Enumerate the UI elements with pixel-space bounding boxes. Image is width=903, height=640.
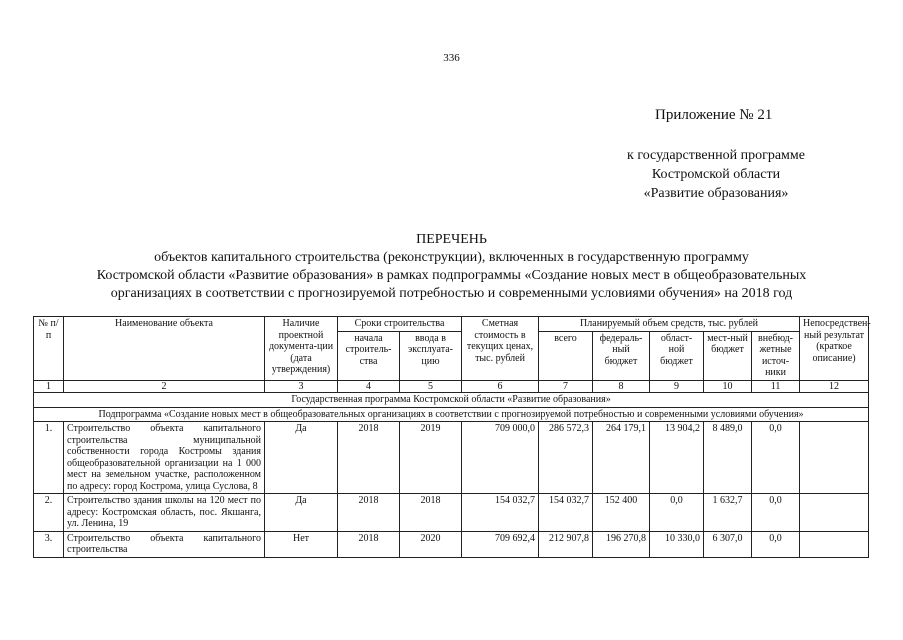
- row-docs: Да: [265, 494, 338, 532]
- row-num: 3.: [34, 531, 64, 557]
- header-planned: Планируемый объем средств, тыс. рублей: [539, 317, 800, 332]
- row-commission: 2019: [400, 422, 462, 494]
- appendix-line: к государственной программе: [627, 148, 805, 163]
- page-number: 336: [443, 52, 460, 64]
- row-estimate: 154 032,7: [462, 494, 539, 532]
- row-federal: 264 179,1: [593, 422, 650, 494]
- row-num: 2.: [34, 494, 64, 532]
- row-total: 154 032,7: [539, 494, 593, 532]
- row-local: 8 489,0: [704, 422, 752, 494]
- header-name: Наименование объекта: [64, 317, 265, 381]
- heading-line: объектов капитального строительства (реконструкции), включенных в государственную программу: [154, 250, 749, 265]
- column-number: 6: [462, 380, 539, 393]
- column-number: 11: [752, 380, 800, 393]
- appendix-line: Костромской области: [651, 167, 781, 182]
- header-terms: Сроки строительства: [338, 317, 462, 332]
- subprogram-title: Подпрограмма «Создание новых мест в общеобразовательных организациях в соответствии с прогнозируемой потребностью и современными условиями обучения»: [34, 407, 869, 422]
- header-total: всего: [539, 331, 593, 380]
- row-commission: 2018: [400, 494, 462, 532]
- column-number-row: [34, 380, 869, 393]
- row-local: 1 632,7: [704, 494, 752, 532]
- header-row: [34, 317, 869, 332]
- row-offbudget: 0,0: [752, 494, 800, 532]
- heading-line: организациях в соответствии с прогнозируемой потребностью и современными условиями обучения» на 2018 год: [110, 286, 793, 301]
- row-federal: 152 400: [593, 494, 650, 532]
- row-result: [800, 531, 869, 557]
- heading-line: Костромской области «Развитие образования» в рамках подпрограммы «Создание новых мест в общеобразовательных: [96, 268, 807, 283]
- column-number: 12: [800, 380, 869, 393]
- objects-table: [33, 316, 869, 558]
- document-heading: [0, 231, 903, 303]
- column-number: 8: [593, 380, 650, 393]
- row-start: 2018: [338, 494, 400, 532]
- table-row: [34, 422, 869, 494]
- row-local: 6 307,0: [704, 531, 752, 557]
- header-federal: федераль-ный бюджет: [593, 331, 650, 380]
- header-start: начала строитель-ства: [338, 331, 400, 380]
- column-number: 4: [338, 380, 400, 393]
- row-docs: Да: [265, 422, 338, 494]
- row-estimate: 709 000,0: [462, 422, 539, 494]
- row-num: 1.: [34, 422, 64, 494]
- row-federal: 196 270,8: [593, 531, 650, 557]
- header-result: Непосредствен-ный результат (краткое описание): [800, 317, 869, 381]
- column-number: 10: [704, 380, 752, 393]
- table-row: [34, 494, 869, 532]
- column-number: 2: [64, 380, 265, 393]
- row-regional: 13 904,2: [650, 422, 704, 494]
- header-offbudget: внебюд-жетные источ-ники: [752, 331, 800, 380]
- row-name: Строительство объекта капитального строительства муниципальной собственности города Костромы здания общеобразовательной организации на 1 000 мест на земельном участке, расположенном по адресу: город Кострома, улица Суслова, 8: [64, 422, 265, 494]
- appendix-reference: [618, 146, 814, 203]
- program-title: Государственная программа Костромской области «Развитие образования»: [34, 393, 869, 408]
- column-number: 3: [265, 380, 338, 393]
- header-estimate: Сметная стоимость в текущих ценах, тыс. рублей: [462, 317, 539, 381]
- document-title: ПЕРЕЧЕНЬ: [416, 232, 487, 247]
- row-regional: 10 330,0: [650, 531, 704, 557]
- appendix-number: Приложение № 21: [655, 107, 773, 123]
- header-docs: Наличие проектной документа-ции (дата утверждения): [265, 317, 338, 381]
- row-offbudget: 0,0: [752, 422, 800, 494]
- row-offbudget: 0,0: [752, 531, 800, 557]
- header-regional: област-ной бюджет: [650, 331, 704, 380]
- row-start: 2018: [338, 422, 400, 494]
- row-docs: Нет: [265, 531, 338, 557]
- table-row: [34, 531, 869, 557]
- column-number: 7: [539, 380, 593, 393]
- row-result: [800, 422, 869, 494]
- header-local: мест-ный бюджет: [704, 331, 752, 380]
- column-number: 1: [34, 380, 64, 393]
- row-total: 212 907,8: [539, 531, 593, 557]
- row-commission: 2020: [400, 531, 462, 557]
- header-num: № п/п: [34, 317, 64, 381]
- row-estimate: 709 692,4: [462, 531, 539, 557]
- row-name: Строительство объекта капитального строительства: [64, 531, 265, 557]
- column-number: 9: [650, 380, 704, 393]
- row-total: 286 572,3: [539, 422, 593, 494]
- row-regional: 0,0: [650, 494, 704, 532]
- header-commission: ввода в эксплуата-цию: [400, 331, 462, 380]
- subprogram-row: [34, 407, 869, 422]
- program-row: [34, 393, 869, 408]
- appendix-line: «Развитие образования»: [643, 186, 789, 201]
- row-start: 2018: [338, 531, 400, 557]
- column-number: 5: [400, 380, 462, 393]
- row-name: Строительство здания школы на 120 мест по адресу: Костромская область, пос. Якшанга, ул. Ленина, 19: [64, 494, 265, 532]
- row-result: [800, 494, 869, 532]
